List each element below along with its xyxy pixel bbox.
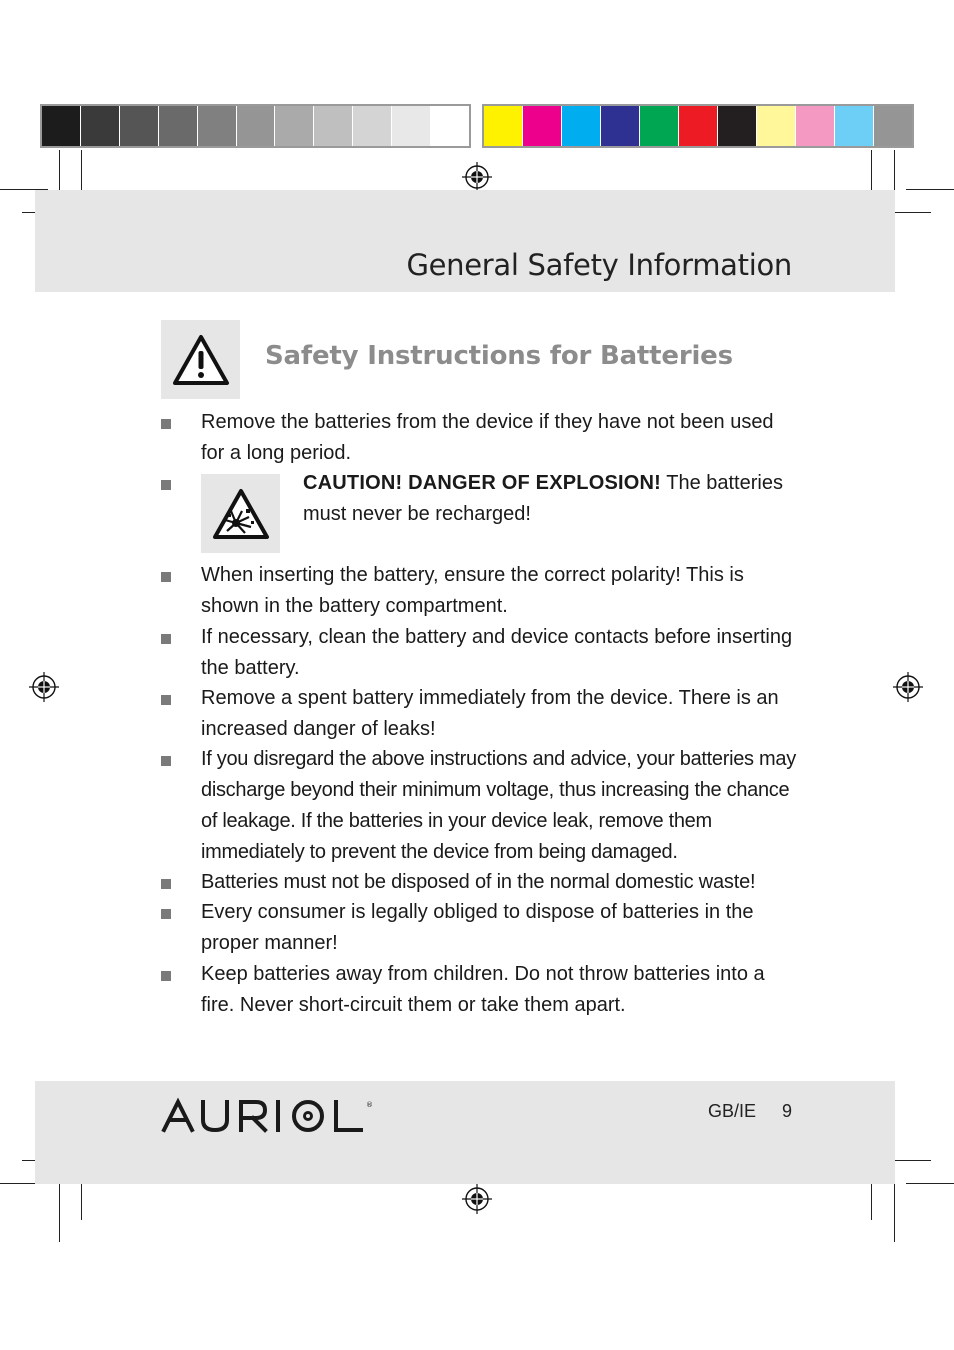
swatch	[431, 106, 469, 146]
page-title: General Safety Information	[406, 248, 792, 282]
explosion-warning-box	[201, 474, 280, 553]
bullet	[161, 480, 171, 490]
registration-mark-icon	[893, 672, 923, 702]
swatch	[392, 106, 431, 146]
bullet	[161, 909, 171, 919]
bullet	[161, 572, 171, 582]
bullet	[161, 419, 171, 429]
swatch	[198, 106, 237, 146]
swatch	[42, 106, 81, 146]
warning-triangle-icon	[171, 333, 231, 387]
swatch	[601, 106, 640, 146]
auriol-logo	[161, 1094, 391, 1138]
list-item-text: Remove the batteries from the device if they have not been used for a long period.	[201, 411, 774, 464]
list-item-text: If necessary, clean the battery and device contacts before inserting the battery.	[201, 626, 793, 679]
crop-mark	[59, 1180, 60, 1242]
list-item-text: Batteries must not be disposed of in the normal domestic waste!	[201, 871, 756, 893]
section-title: Safety Instructions for Batteries	[265, 341, 733, 371]
swatch	[159, 106, 198, 146]
svg-text:®: ®	[366, 1101, 373, 1109]
crop-mark	[871, 1180, 872, 1220]
page-number: 9	[782, 1101, 793, 1121]
crop-mark	[871, 150, 872, 192]
swatch	[562, 106, 601, 146]
swatch	[796, 106, 835, 146]
crop-mark	[894, 1180, 895, 1242]
swatch	[640, 106, 679, 146]
swatch	[718, 106, 757, 146]
bullet	[161, 695, 171, 705]
caution-text: The batteries must never be recharged!	[303, 472, 783, 525]
list-item-text: Keep batteries away from children. Do not throw batteries into a fire. Never short-circuit them or take them apart.	[201, 963, 765, 1016]
bullet	[161, 634, 171, 644]
footer-language: GB/IE	[708, 1101, 757, 1121]
swatch	[523, 106, 562, 146]
crop-mark	[906, 189, 954, 190]
bullet	[161, 971, 171, 981]
list-item-text: When inserting the battery, ensure the correct polarity! This is shown in the battery compartment.	[201, 564, 744, 617]
swatch	[237, 106, 276, 146]
swatch	[679, 106, 718, 146]
swatch	[484, 106, 523, 146]
swatch	[835, 106, 874, 146]
list-item-text: Remove a spent battery immediately from the device. There is an increased danger of leaks!	[201, 687, 779, 740]
crop-mark	[59, 150, 60, 192]
registration-mark-icon	[462, 162, 492, 192]
swatch	[120, 106, 159, 146]
caution-label: CAUTION! DANGER OF EXPLOSION!	[303, 472, 662, 494]
grayscale-calibration-bar	[40, 104, 471, 148]
bullet	[161, 879, 171, 889]
swatch	[275, 106, 314, 146]
swatch	[314, 106, 353, 146]
warning-box	[161, 320, 240, 399]
registration-mark-icon	[462, 1184, 492, 1214]
list-item-text: If you disregard the above instructions and advice, your batteries may discharge beyond their minimum voltage, thus increasing the chance of leakage. If the batteries in your device leak, remove them immediately to prevent the device from being damaged.	[201, 748, 796, 863]
crop-mark	[894, 150, 895, 192]
bullet	[161, 756, 171, 766]
crop-mark	[81, 150, 82, 192]
list-item-text	[303, 468, 803, 530]
crop-mark	[906, 1183, 954, 1184]
swatch	[81, 106, 120, 146]
color-calibration-bar	[482, 104, 914, 148]
swatch	[757, 106, 796, 146]
swatch	[353, 106, 392, 146]
list-item-text: Every consumer is legally obliged to dispose of batteries in the proper manner!	[201, 901, 754, 954]
swatch	[874, 106, 912, 146]
crop-mark	[81, 1180, 82, 1220]
registration-mark-icon	[29, 672, 59, 702]
explosion-warning-icon	[211, 487, 271, 541]
